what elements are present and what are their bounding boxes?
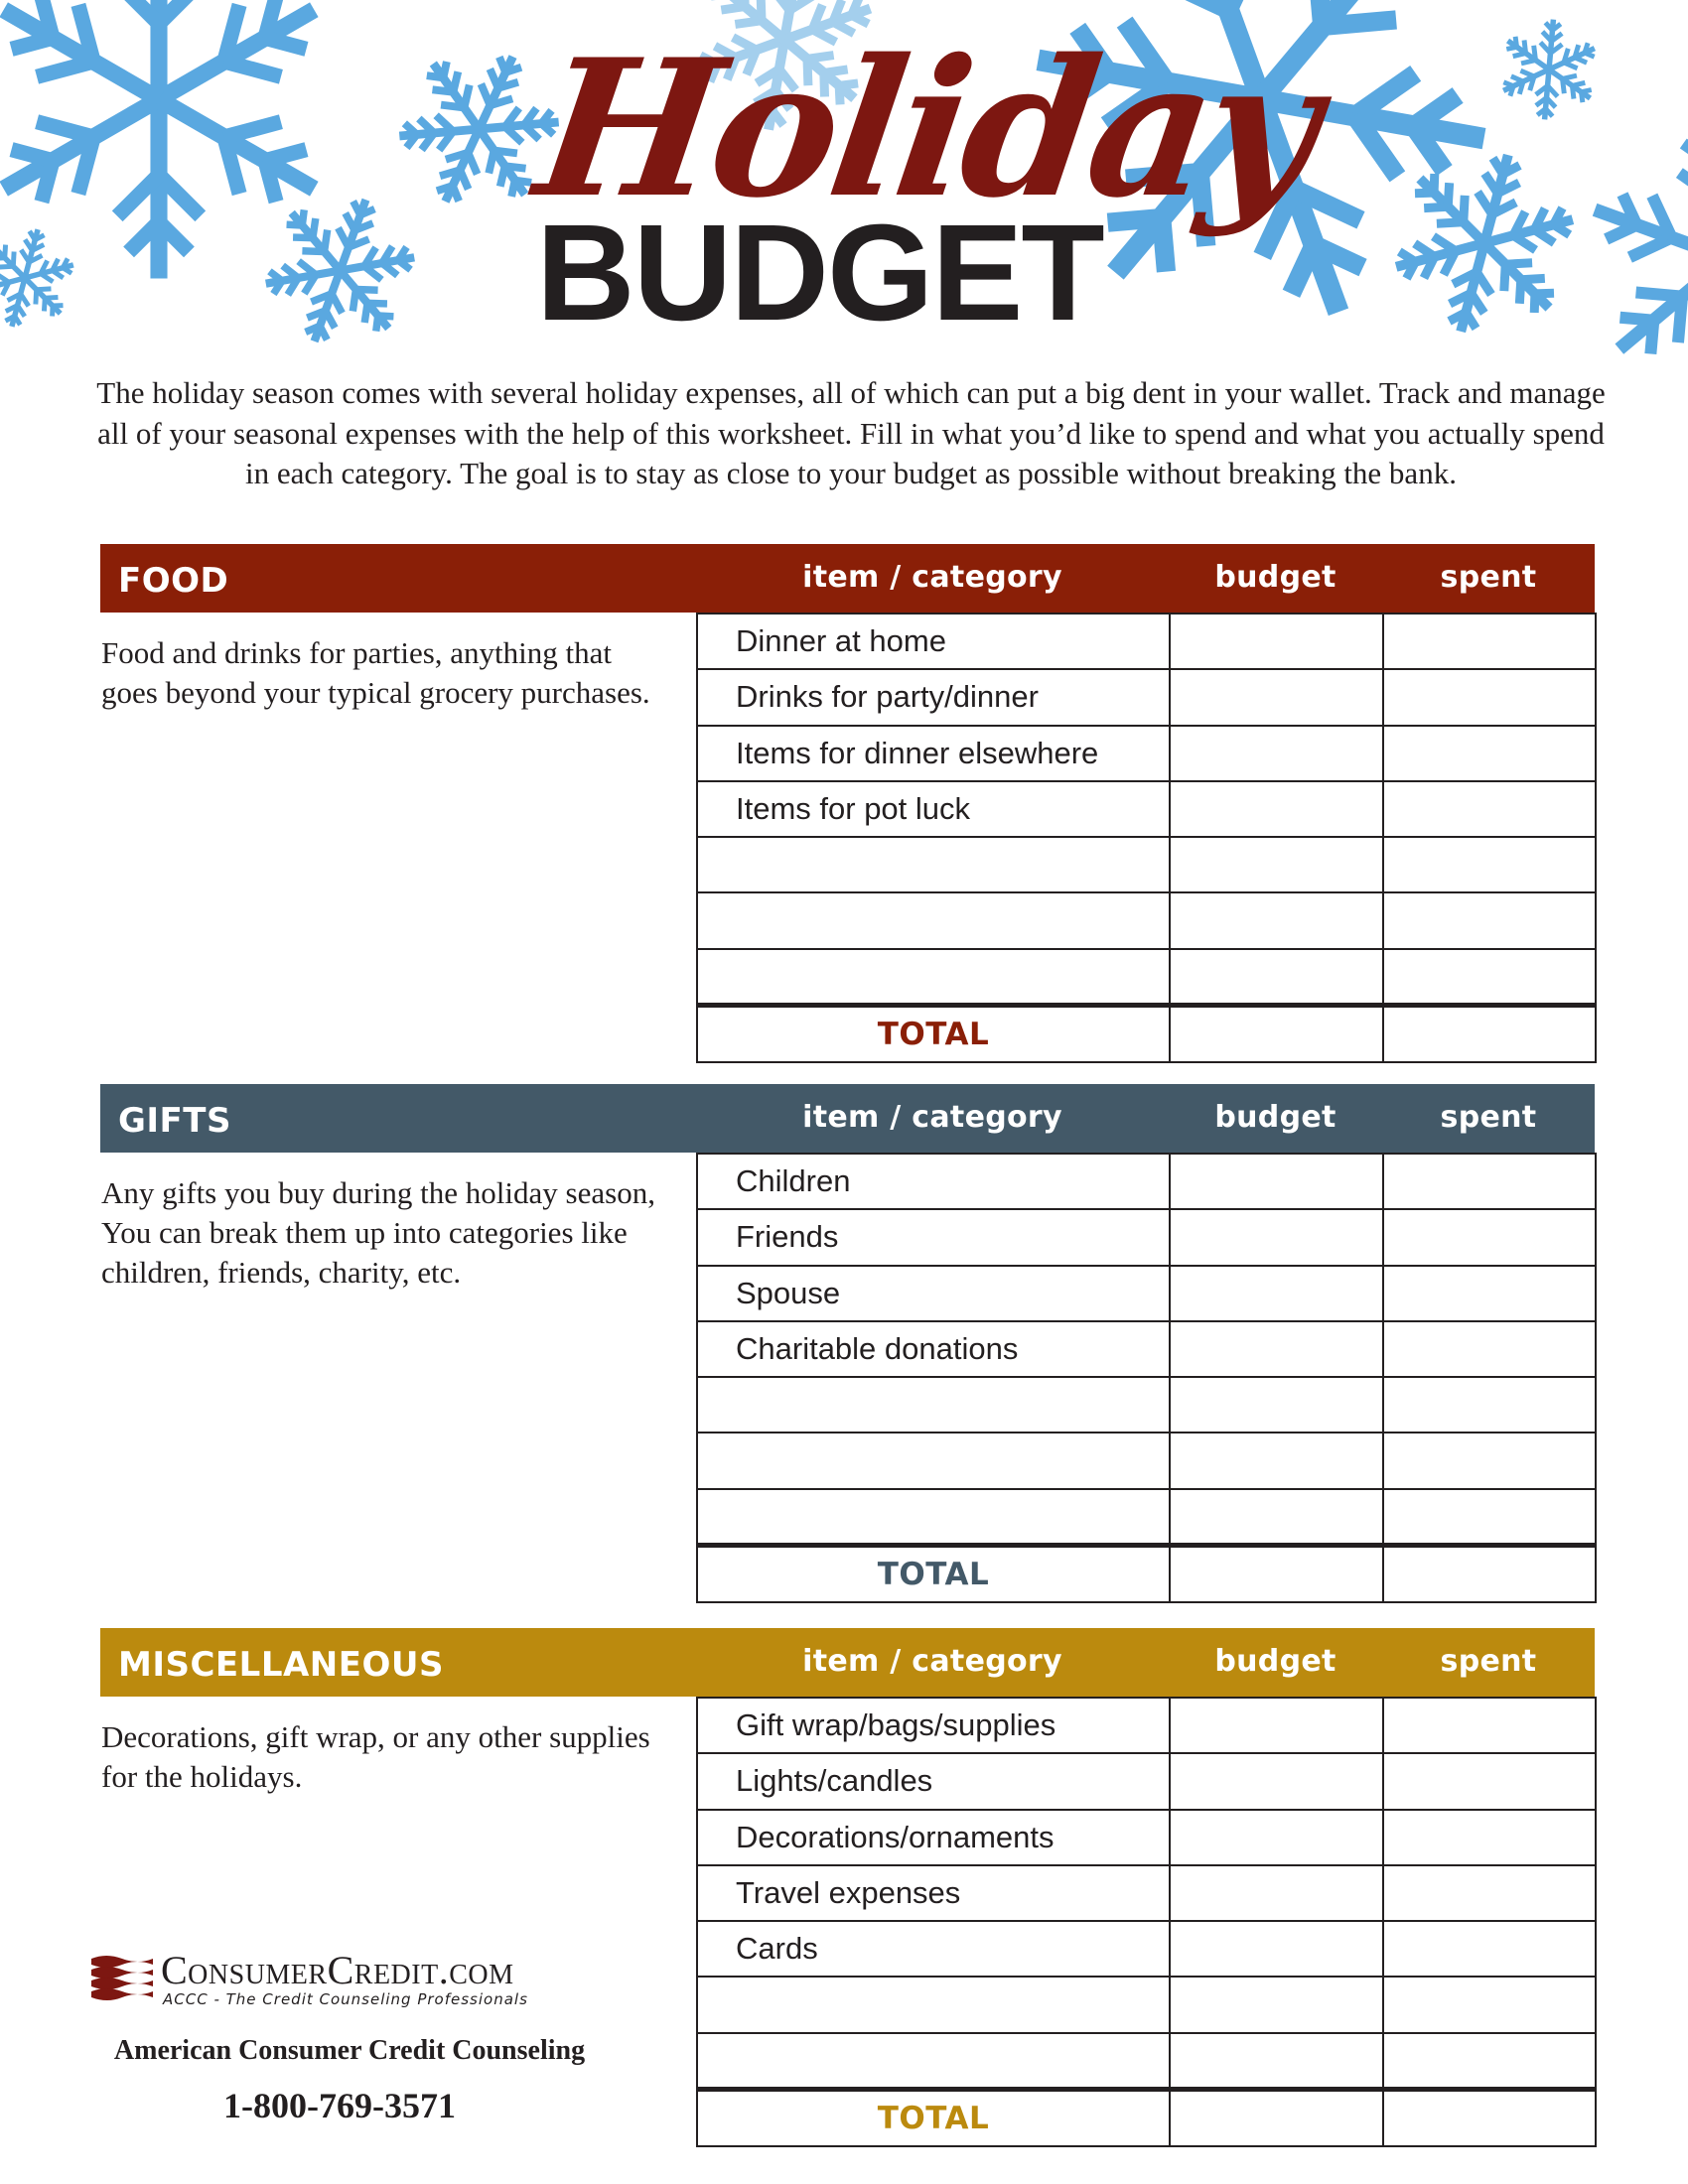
table-row [697, 1154, 1596, 1209]
item-cell[interactable] [697, 1977, 1170, 2032]
table-row [697, 1489, 1596, 1545]
spent-cell[interactable] [1383, 892, 1596, 948]
budget-cell[interactable] [1170, 1433, 1383, 1488]
item-cell[interactable] [697, 892, 1170, 948]
table-row [697, 1321, 1596, 1377]
item-cell[interactable]: Drinks for party/dinner [697, 669, 1170, 725]
item-cell[interactable] [697, 1377, 1170, 1433]
item-cell[interactable]: Cards [697, 1921, 1170, 1977]
budget-cell[interactable] [1170, 1321, 1383, 1377]
spent-cell[interactable] [1383, 1154, 1596, 1209]
total-spent-cell[interactable] [1383, 2089, 1596, 2146]
logo-name: ConsumerCredit.com [161, 1948, 514, 1992]
budget-cell[interactable] [1170, 726, 1383, 781]
budget-cell[interactable] [1170, 1266, 1383, 1321]
item-cell[interactable]: Friends [697, 1209, 1170, 1265]
item-cell[interactable] [697, 2033, 1170, 2089]
table-row [697, 892, 1596, 948]
table-row [697, 1266, 1596, 1321]
item-cell[interactable] [697, 837, 1170, 892]
section-header-gifts [100, 1084, 1595, 1153]
spent-cell[interactable] [1383, 669, 1596, 725]
spent-cell[interactable] [1383, 781, 1596, 837]
spent-cell[interactable] [1383, 1433, 1596, 1488]
intro-paragraph: The holiday season comes with several holiday expenses, all of which can put a big dent in your wallet. Track and manage all of your seasonal expenses with the help of this worksheet. Fill in what you’d like to spend and what you actually spend in each category. The goal is to stay as close to your budget as possible without breaking the bank. [96, 375, 1606, 490]
spent-cell[interactable] [1383, 837, 1596, 892]
table-row [697, 1865, 1596, 1921]
total-row [697, 2089, 1596, 2146]
table-row [697, 669, 1596, 725]
budget-cell[interactable] [1170, 1810, 1383, 1865]
total-label: TOTAL [697, 1545, 1170, 1602]
budget-cell[interactable] [1170, 837, 1383, 892]
total-budget-cell[interactable] [1170, 1005, 1383, 1062]
table-row [697, 614, 1596, 669]
table-row [697, 837, 1596, 892]
total-budget-cell[interactable] [1170, 1545, 1383, 1602]
table-row [697, 1209, 1596, 1265]
spent-cell[interactable] [1383, 1865, 1596, 1921]
spent-cell[interactable] [1383, 1921, 1596, 1977]
budget-cell[interactable] [1170, 1489, 1383, 1545]
spent-cell[interactable] [1383, 1489, 1596, 1545]
section-description-food: Food and drinks for parties, anything that goes beyond your typical grocery purchases. [101, 635, 650, 710]
item-cell[interactable] [697, 949, 1170, 1005]
page-title [0, 0, 1688, 357]
budget-cell[interactable] [1170, 1154, 1383, 1209]
section-title: FOOD [118, 561, 229, 601]
column-header-budget: budget [1214, 1644, 1336, 1679]
item-cell[interactable] [697, 1489, 1170, 1545]
company-logo [91, 1948, 618, 2010]
table-row [697, 781, 1596, 837]
table-row [697, 2033, 1596, 2089]
budget-cell[interactable] [1170, 1865, 1383, 1921]
section-header-food [100, 544, 1595, 613]
spent-cell[interactable] [1383, 949, 1596, 1005]
item-cell[interactable]: Travel expenses [697, 1865, 1170, 1921]
spent-cell[interactable] [1383, 1810, 1596, 1865]
phone-number[interactable]: 1-800-769-3571 [223, 2086, 456, 2125]
column-header-item: item / category [802, 560, 1062, 595]
column-header-item: item / category [802, 1644, 1062, 1679]
table-row [697, 1810, 1596, 1865]
item-cell[interactable]: Lights/candles [697, 1753, 1170, 1809]
total-label: TOTAL [697, 1005, 1170, 1062]
gifts-table [696, 1153, 1597, 1603]
table-row [697, 726, 1596, 781]
item-cell[interactable]: Spouse [697, 1266, 1170, 1321]
section-title: MISCELLANEOUS [118, 1645, 444, 1685]
section-header-miscellaneous [100, 1628, 1595, 1697]
spent-cell[interactable] [1383, 726, 1596, 781]
budget-cell[interactable] [1170, 1977, 1383, 2032]
total-row [697, 1005, 1596, 1062]
spent-cell[interactable] [1383, 1209, 1596, 1265]
column-header-spent: spent [1440, 1100, 1537, 1135]
organization-name: American Consumer Credit Counseling [113, 2035, 586, 2066]
section-title: GIFTS [118, 1101, 231, 1141]
item-cell[interactable] [697, 1433, 1170, 1488]
column-header-spent: spent [1440, 560, 1537, 595]
table-row [697, 949, 1596, 1005]
spent-cell[interactable] [1383, 614, 1596, 669]
column-header-item: item / category [802, 1100, 1062, 1135]
budget-cell[interactable] [1170, 1377, 1383, 1433]
item-cell[interactable]: Items for dinner elsewhere [697, 726, 1170, 781]
item-cell[interactable]: Dinner at home [697, 614, 1170, 669]
column-header-spent: spent [1440, 1644, 1537, 1679]
logo-tagline: ACCC - The Credit Counseling Professionals [163, 1990, 528, 2008]
budget-cell[interactable] [1170, 669, 1383, 725]
total-spent-cell[interactable] [1383, 1005, 1596, 1062]
section-description-gifts: Any gifts you buy during the holiday season, You can break them up into categories like children, friends, charity, etc. [101, 1175, 655, 1290]
food-table [696, 613, 1597, 1063]
total-row [697, 1545, 1596, 1602]
table-row [697, 1921, 1596, 1977]
column-header-budget: budget [1214, 1100, 1336, 1135]
title-main: BUDGET [536, 197, 1103, 349]
spent-cell[interactable] [1383, 2033, 1596, 2089]
total-budget-cell[interactable] [1170, 2089, 1383, 2146]
budget-cell[interactable] [1170, 1209, 1383, 1265]
item-cell[interactable]: Gift wrap/bags/supplies [697, 1698, 1170, 1753]
budget-cell[interactable] [1170, 781, 1383, 837]
total-spent-cell[interactable] [1383, 1545, 1596, 1602]
item-cell[interactable]: Items for pot luck [697, 781, 1170, 837]
table-row [697, 1433, 1596, 1488]
spent-cell[interactable] [1383, 1977, 1596, 2032]
budget-cell[interactable] [1170, 614, 1383, 669]
item-cell[interactable]: Charitable donations [697, 1321, 1170, 1377]
budget-cell[interactable] [1170, 2033, 1383, 2089]
spent-cell[interactable] [1383, 1753, 1596, 1809]
column-header-budget: budget [1214, 560, 1336, 595]
table-row [697, 1698, 1596, 1753]
spent-cell[interactable] [1383, 1321, 1596, 1377]
title-script: Holiday [525, 18, 1327, 239]
item-cell[interactable]: Decorations/ornaments [697, 1810, 1170, 1865]
budget-cell[interactable] [1170, 1698, 1383, 1753]
spent-cell[interactable] [1383, 1377, 1596, 1433]
section-description-miscellaneous: Decorations, gift wrap, or any other supplies for the holidays. [101, 1719, 650, 1794]
budget-cell[interactable] [1170, 1921, 1383, 1977]
spent-cell[interactable] [1383, 1698, 1596, 1753]
spent-cell[interactable] [1383, 1266, 1596, 1321]
budget-cell[interactable] [1170, 949, 1383, 1005]
budget-cell[interactable] [1170, 892, 1383, 948]
budget-cell[interactable] [1170, 1753, 1383, 1809]
miscellaneous-table [696, 1697, 1597, 2147]
total-label: TOTAL [697, 2089, 1170, 2146]
flag-icon [91, 1953, 153, 2004]
item-cell[interactable]: Children [697, 1154, 1170, 1209]
table-row [697, 1977, 1596, 2032]
table-row [697, 1753, 1596, 1809]
table-row [697, 1377, 1596, 1433]
